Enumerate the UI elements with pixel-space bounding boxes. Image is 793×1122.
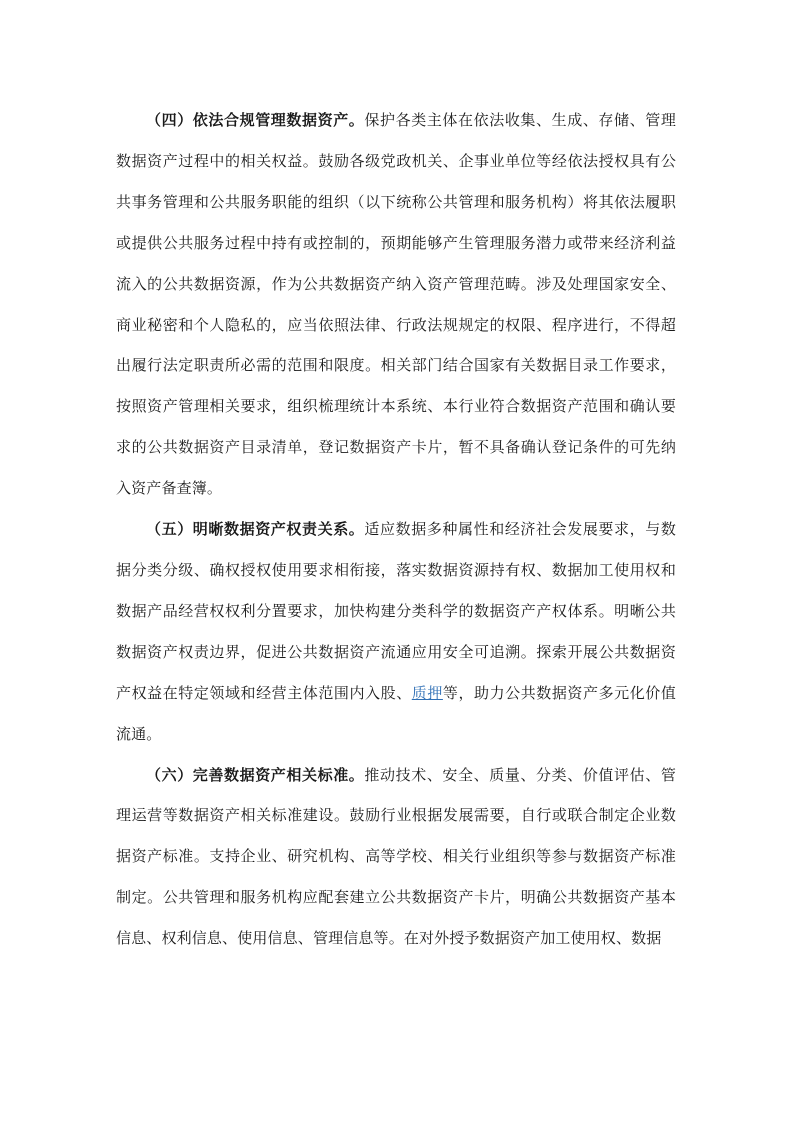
pledge-link[interactable]: 质押 <box>411 683 443 702</box>
section-5-heading: （五）明晰数据资产权责关系。 <box>146 520 365 539</box>
document-body <box>116 100 676 959</box>
section-6-paragraph <box>116 755 676 960</box>
section-4-heading: （四）依法合规管理数据资产。 <box>146 111 365 129</box>
section-6-heading: （六）完善数据资产相关标准。 <box>146 765 365 784</box>
section-6-body: 推动技术、安全、质量、分类、价值评估、管理运营等数据资产相关标准建设。鼓励行业根据发展需要，自行或联合制定企业数据资产标准。支持企业、研究机构、高等学校、相关行业组织等参与数据资产标准制定。公共管理和服务机构应配套建立公共数据资产卡片，明确公共数据资产基本信息、权利信息、使用信息、管理信息等。在对外授予数据资产加工使用权、数据 <box>116 765 676 948</box>
section-5-body-end: 等，助力公共数据资产多元化价值流通。 <box>116 683 676 743</box>
section-5-paragraph <box>116 509 676 754</box>
section-5-body-start: 适应数据多种属性和经济社会发展要求，与数据分类分级、确权授权使用要求相衔接，落实数据资源持有权、数据加工使用权和数据产品经营权权利分置要求，加快构建分类科学的数据资产产权体系。明晰公共数据资产权责边界，促进公共数据资产流通应用安全可追溯。探索开展公共数据资产权益在特定领域和经营主体范围内入股、 <box>116 520 676 702</box>
section-4-body: 保护各类主体在依法收集、生成、存储、管理数据资产过程中的相关权益。鼓励各级党政机关、企事业单位等经依法授权具有公共事务管理和公共服务职能的组织（以下统称公共管理和服务机构）将其依法履职或提供公共服务过程中持有或控制的，预期能够产生管理服务潜力或带来经济利益流入的公共数据资源，作为公共数据资产纳入资产管理范畴。涉及处理国家安全、商业秘密和个人隐私的，应当依照法律、行政法规规定的权限、程序进行，不得超出履行法定职责所必需的范围和限度。相关部门结合国家有关数据目录工作要求，按照资产管理相关要求，组织梳理统计本系统、本行业符合数据资产范围和确认要求的公共数据资产目录清单，登记数据资产卡片，暂不具备确认登记条件的可先纳入资产备查簿。 <box>116 111 676 498</box>
section-4-paragraph <box>116 100 676 509</box>
